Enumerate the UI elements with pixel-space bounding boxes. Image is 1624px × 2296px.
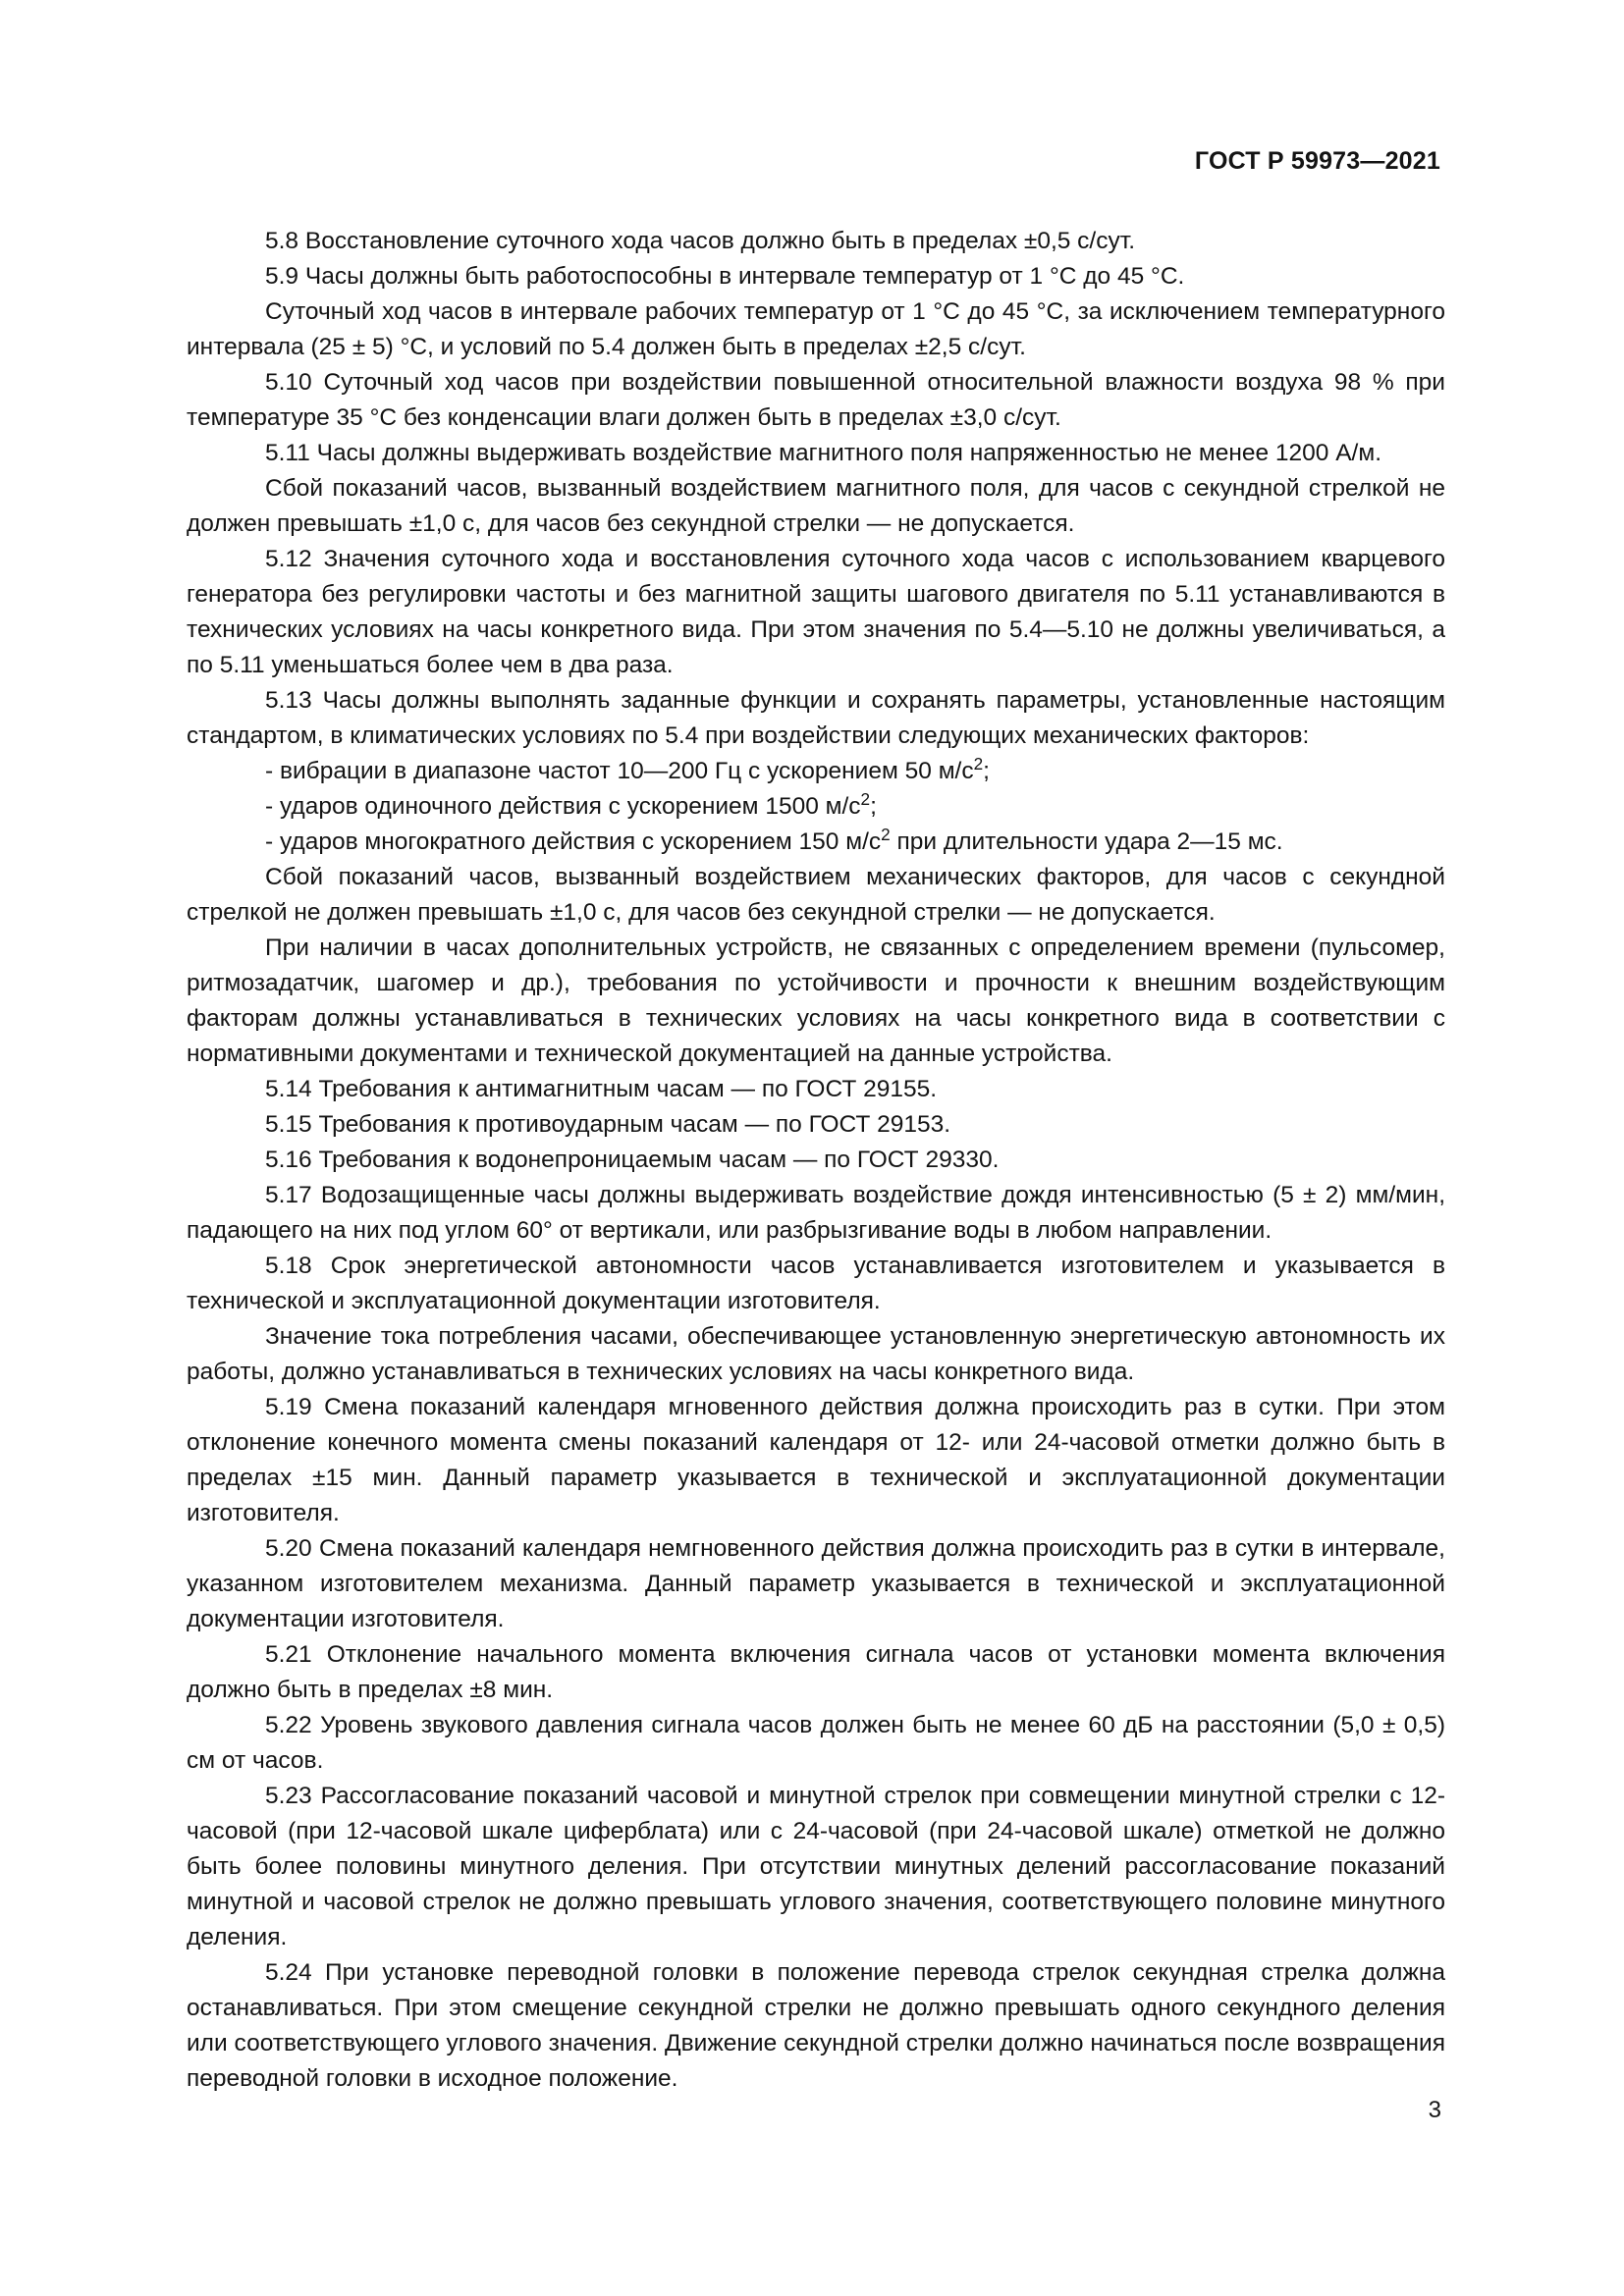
bullet-multiple-shock bbox=[187, 825, 1445, 860]
bullet-end: ; bbox=[983, 758, 990, 784]
paragraph-5-10: 5.10 Суточный ход часов при воздействии повышенной относительной влажности воздуха 98 % при температуре 35 °С без конденсации влаги должен быть в пределах ±3,0 с/сут. bbox=[187, 369, 1445, 431]
paragraph-5-22: 5.22 Уровень звукового давления сигнала часов должен быть не менее 60 дБ на расстоянии (5,0 ± 0,5) см от часов. bbox=[187, 1712, 1445, 1774]
bullet-text: - ударов многократного действия с ускорением 150 м/с bbox=[265, 828, 882, 855]
paragraph-5-24: 5.24 При установке переводной головки в положение перевода стрелок секундная стрелка должна останавливаться. При этом смещение секундной стрелки не должно превышать одного секундного деления или соответствующего углового значения. Движение секундной стрелки должно начинаться после возвращения переводной головки в исходное положение. bbox=[187, 1959, 1445, 2092]
document-body bbox=[187, 224, 1445, 2097]
paragraph-5-9: 5.9 Часы должны быть работоспособны в интервале температур от 1 °С до 45 °С. bbox=[265, 263, 1185, 290]
paragraph-5-8: 5.8 Восстановление суточного хода часов должно быть в пределах ±0,5 с/сут. bbox=[265, 228, 1136, 254]
paragraph-5-23: 5.23 Рассогласование показаний часовой и минутной стрелок при совмещении минутной стрелки с 12-часовой (при 12-часовой шкале циферблата) или с 24-часовой (при 24-часовой шкале) отметкой не должно быть более половины минутного деления. При отсутствии минутных делений рассогласование показаний минутной и часовой стрелок не должно превышать углового значения, соответствующего половине минутного деления. bbox=[187, 1783, 1445, 1950]
paragraph-5-9-cont: Суточный ход часов в интервале рабочих температур от 1 °С до 45 °С, за исключением температурного интервала (25 ± 5) °С, и условий по 5.4 должен быть в пределах ±2,5 с/сут. bbox=[187, 298, 1445, 360]
bullet-vibration bbox=[187, 754, 1445, 789]
page-number: 3 bbox=[1428, 2097, 1441, 2123]
paragraph-5-13: 5.13 Часы должны выполнять заданные функции и сохранять параметры, установленные настоящим стандартом, в климатических условиях по 5.4 при воздействии следующих механических факторов: bbox=[187, 687, 1445, 749]
paragraph-5-21: 5.21 Отклонение начального момента включения сигнала часов от установки момента включения должно быть в пределах ±8 мин. bbox=[187, 1641, 1445, 1703]
paragraph-5-13-extra-devices: При наличии в часах дополнительных устройств, не связанных с определением времени (пульсомер, ритмозадатчик, шагомер и др.), требования по устойчивости и прочности к внешним воздействующим факторам должны устанавливаться в технических условиях на часы конкретного вида в соответствии с нормативными документами и технической документацией на данные устройства. bbox=[187, 934, 1445, 1067]
paragraph-5-11: 5.11 Часы должны выдерживать воздействие магнитного поля напряженностью не менее 1200 А/м. bbox=[265, 440, 1382, 466]
paragraph-5-17: 5.17 Водозащищенные часы должны выдерживать воздействие дождя интенсивностью (5 ± 2) мм/мин, падающего на них под углом 60° от вертикали, или разбрызгивание воды в любом направлении. bbox=[187, 1182, 1445, 1244]
bullet-end: ; bbox=[870, 793, 877, 820]
paragraph-5-15: 5.15 Требования к противоударным часам — по ГОСТ 29153. bbox=[265, 1111, 951, 1138]
document-header: ГОСТ Р 59973—2021 bbox=[1194, 147, 1440, 175]
bullet-single-shock bbox=[187, 789, 1445, 825]
superscript: 2 bbox=[860, 788, 871, 809]
paragraph-5-19: 5.19 Смена показаний календаря мгновенного действия должна происходить раз в сутки. При этом отклонение конечного момента смены показаний календаря от 12- или 24-часовой отметки должно быть в пределах ±15 мин. Данный параметр указывается в технической и эксплуатационной документации изготовителя. bbox=[187, 1394, 1445, 1526]
bullet-text: - вибрации в диапазоне частот 10—200 Гц с ускорением 50 м/с bbox=[265, 758, 974, 784]
paragraph-5-11-cont: Сбой показаний часов, вызванный воздействием магнитного поля, для часов с секундной стрелкой не должен превышать ±1,0 с, для часов без секундной стрелки — не допускается. bbox=[187, 475, 1445, 537]
superscript: 2 bbox=[973, 753, 984, 774]
paragraph-5-16: 5.16 Требования к водонепроницаемым часам — по ГОСТ 29330. bbox=[265, 1147, 1000, 1173]
paragraph-5-13-failure: Сбой показаний часов, вызванный воздействием механических факторов, для часов с секундной стрелкой не должен превышать ±1,0 с, для часов без секундной стрелки — не допускается. bbox=[187, 864, 1445, 926]
bullet-text: - ударов одиночного действия с ускорением 1500 м/с bbox=[265, 793, 861, 820]
paragraph-5-18: 5.18 Срок энергетической автономности часов устанавливается изготовителем и указывается в технической и эксплуатационной документации изготовителя. bbox=[187, 1253, 1445, 1314]
superscript: 2 bbox=[881, 824, 891, 844]
bullet-end: при длительности удара 2—15 мс. bbox=[890, 828, 1283, 855]
paragraph-5-12: 5.12 Значения суточного хода и восстановления суточного хода часов с использованием кварцевого генератора без регулировки частоты и без магнитной защиты шагового двигателя по 5.11 устанавливаются в технических условиях на часы конкретного вида. При этом значения по 5.4—5.10 не должны увеличиваться, а по 5.11 уменьшаться более чем в два раза. bbox=[187, 546, 1445, 678]
paragraph-5-18-cont: Значение тока потребления часами, обеспечивающее установленную энергетическую автономность их работы, должно устанавливаться в технических условиях на часы конкретного вида. bbox=[187, 1323, 1445, 1385]
paragraph-5-14: 5.14 Требования к антимагнитным часам — по ГОСТ 29155. bbox=[265, 1076, 938, 1102]
paragraph-5-20: 5.20 Смена показаний календаря немгновенного действия должна происходить раз в сутки в интервале, указанном изготовителем механизма. Данный параметр указывается в технической и эксплуатационной документации изготовителя. bbox=[187, 1535, 1445, 1632]
